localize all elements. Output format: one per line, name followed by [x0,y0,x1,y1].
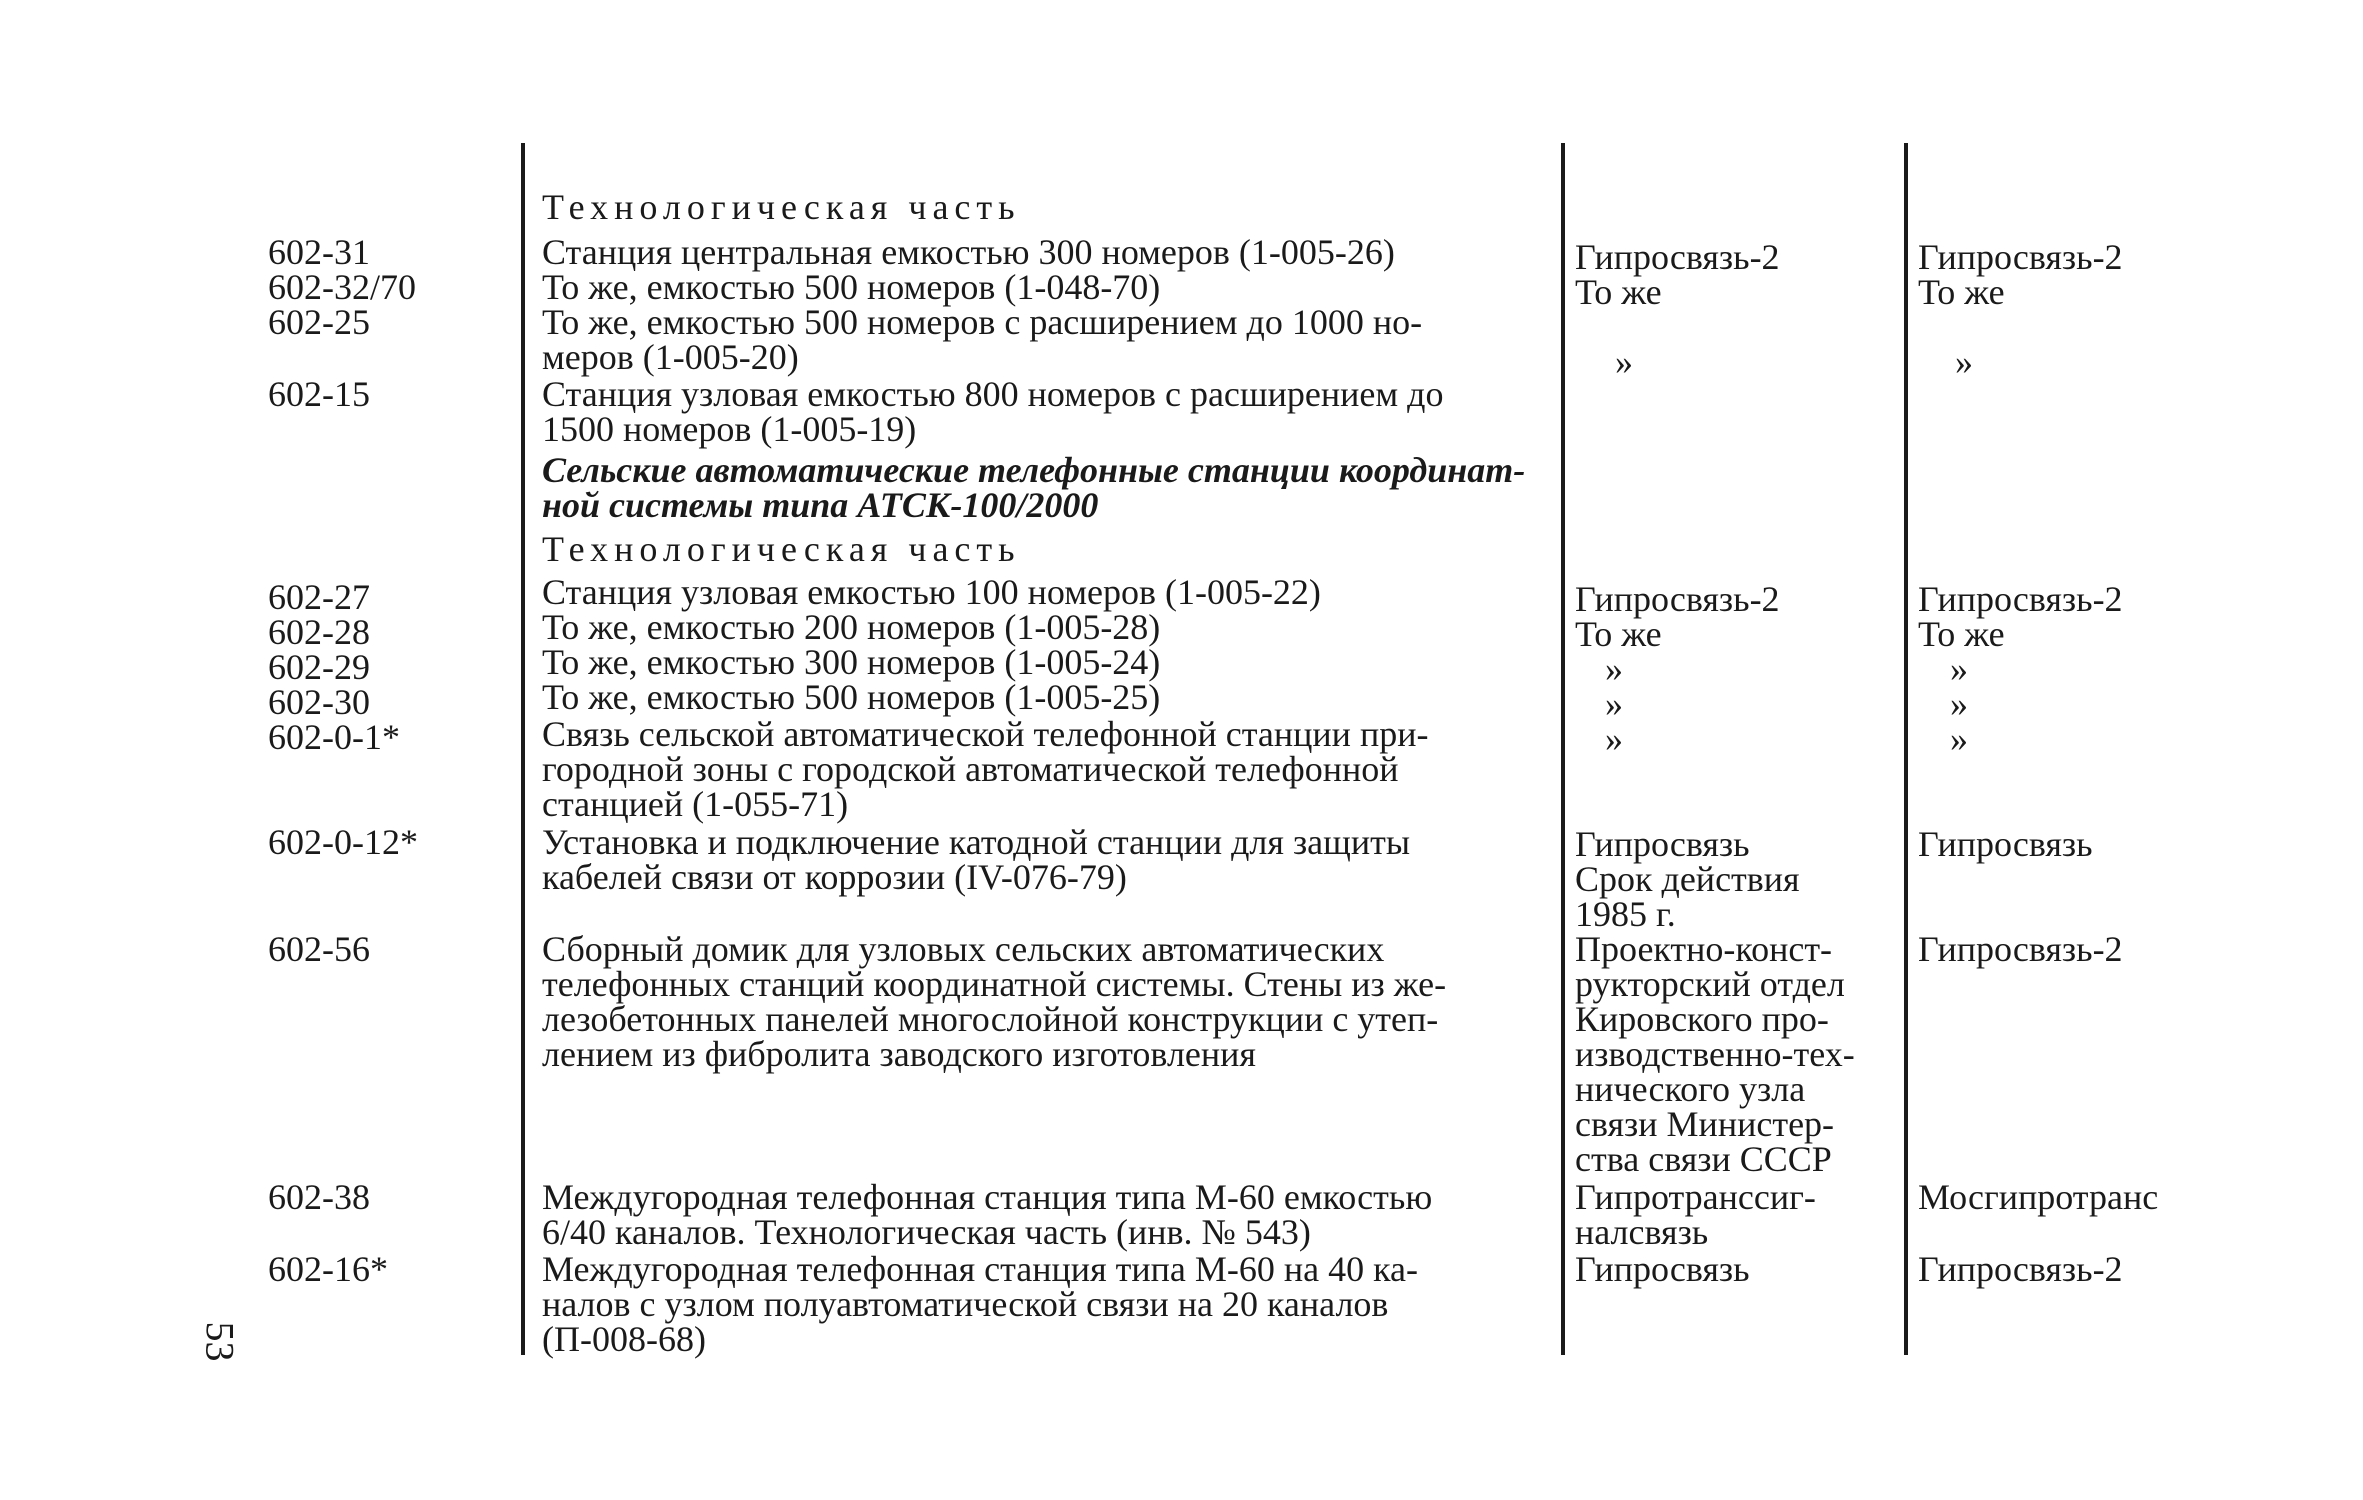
row-desc-line: лением из фибролита заводского изготовления [542,1034,1256,1074]
page-number: 53 [197,1321,243,1362]
row-developer: Кировского про- [1575,999,1829,1039]
row-developer: » [1605,719,1623,759]
row-code: 602-28 [268,612,370,652]
row-developer: Гипросвязь [1575,824,1750,864]
row-desc-line: налов с узлом полуавтоматической связи на 20 каналов [542,1284,1389,1324]
row-code: 602-0-12* [268,822,418,862]
row-developer: Гипросвязь-2 [1575,579,1780,619]
row-holder: То же [1918,272,2005,312]
row-desc-line: 1500 номеров (1-005-19) [542,409,917,449]
row-holder: » [1950,649,1968,689]
row-developer: изводственно-тех- [1575,1034,1855,1074]
row-desc-line: телефонных станций координатной системы. Стены из же- [542,964,1447,1004]
row-code: 602-16* [268,1249,388,1289]
row-desc-line: городной зоны с городской автоматической телефонной [542,749,1399,789]
row-desc-line: меров (1-005-20) [542,337,799,377]
row-code: 602-32/70 [268,267,416,307]
row-desc-line: Сборный домик для узловых сельских автоматических [542,929,1385,969]
row-desc-line: станцией (1-055-71) [542,784,849,824]
row-desc-line: Станция узловая емкостью 800 номеров с расширением до [542,374,1444,414]
row-desc-line: То же, емкостью 300 номеров (1-005-24) [542,642,1161,682]
row-code: 602-30 [268,682,370,722]
row-holder: Гипросвязь [1918,824,2093,864]
row-developer: налсвязь [1575,1212,1709,1252]
row-desc-line: Междугородная телефонная станция типа М-60 емкостью [542,1177,1433,1217]
row-desc-line: кабелей связи от коррозии (IV-076-79) [542,857,1127,897]
row-desc-line: То же, емкостью 200 номеров (1-005-28) [542,607,1161,647]
row-holder: Гипросвязь-2 [1918,1249,2123,1289]
row-code: 602-31 [268,232,370,272]
row-holder: То же [1918,614,2005,654]
row-developer: То же [1575,614,1662,654]
row-holder: Мосгипротранс [1918,1177,2159,1217]
row-developer: 1985 г. [1575,894,1676,934]
row-code: 602-27 [268,577,370,617]
row-desc-line: Станция узловая емкостью 100 номеров (1-005-22) [542,572,1321,612]
column-divider-1 [521,143,525,1355]
row-developer: Гипросвязь [1575,1249,1750,1289]
row-holder: » [1955,342,1973,382]
row-developer: Гипросвязь-2 [1575,237,1780,277]
row-developer: Гипротранссиг- [1575,1177,1816,1217]
column-divider-3 [1904,143,1908,1355]
row-holder: Гипросвязь-2 [1918,237,2123,277]
row-developer: Проектно-конст- [1575,929,1833,969]
row-code: 602-56 [268,929,370,969]
row-holder: Гипросвязь-2 [1918,579,2123,619]
section-heading-rural-line1: Сельские автоматические телефонные станции координат- [542,450,1526,490]
section-heading-rural-line2: ной системы типа АТСК-100/2000 [542,485,1099,525]
row-developer: рукторский отдел [1575,964,1845,1004]
row-code: 602-25 [268,302,370,342]
row-code: 602-29 [268,647,370,687]
row-code: 602-38 [268,1177,370,1217]
row-holder: Гипросвязь-2 [1918,929,2123,969]
row-developer: Срок действия [1575,859,1800,899]
row-code: 602-15 [268,374,370,414]
row-desc-line: Междугородная телефонная станция типа М-60 на 40 ка- [542,1249,1419,1289]
section-heading-tech-1: Технологическая часть [542,187,1021,227]
row-desc-line: Связь сельской автоматической телефонной станции при- [542,714,1429,754]
row-developer: » [1615,342,1633,382]
row-developer: нического узла [1575,1069,1806,1109]
row-desc-line: 6/40 каналов. Технологическая часть (инв. № 543) [542,1212,1311,1252]
row-code: 602-0-1* [268,717,400,757]
row-desc-line: То же, емкостью 500 номеров с расширением до 1000 но- [542,302,1423,342]
column-divider-2 [1561,143,1565,1355]
row-desc-line: лезобетонных панелей многослойной конструкции с утеп- [542,999,1439,1039]
row-holder: » [1950,719,1968,759]
row-desc-line: Станция центральная емкостью 300 номеров (1-005-26) [542,232,1395,272]
row-desc-line: То же, емкостью 500 номеров (1-048-70) [542,267,1161,307]
row-developer: ства связи СССР [1575,1139,1832,1179]
row-developer: То же [1575,272,1662,312]
row-desc-line: (П-008-68) [542,1319,706,1359]
row-desc-line: То же, емкостью 500 номеров (1-005-25) [542,677,1161,717]
row-developer: связи Министер- [1575,1104,1835,1144]
row-desc-line: Установка и подключение катодной станции для защиты [542,822,1411,862]
section-heading-tech-2: Технологическая часть [542,529,1021,569]
row-developer: » [1605,649,1623,689]
row-holder: » [1950,684,1968,724]
row-developer: » [1605,684,1623,724]
